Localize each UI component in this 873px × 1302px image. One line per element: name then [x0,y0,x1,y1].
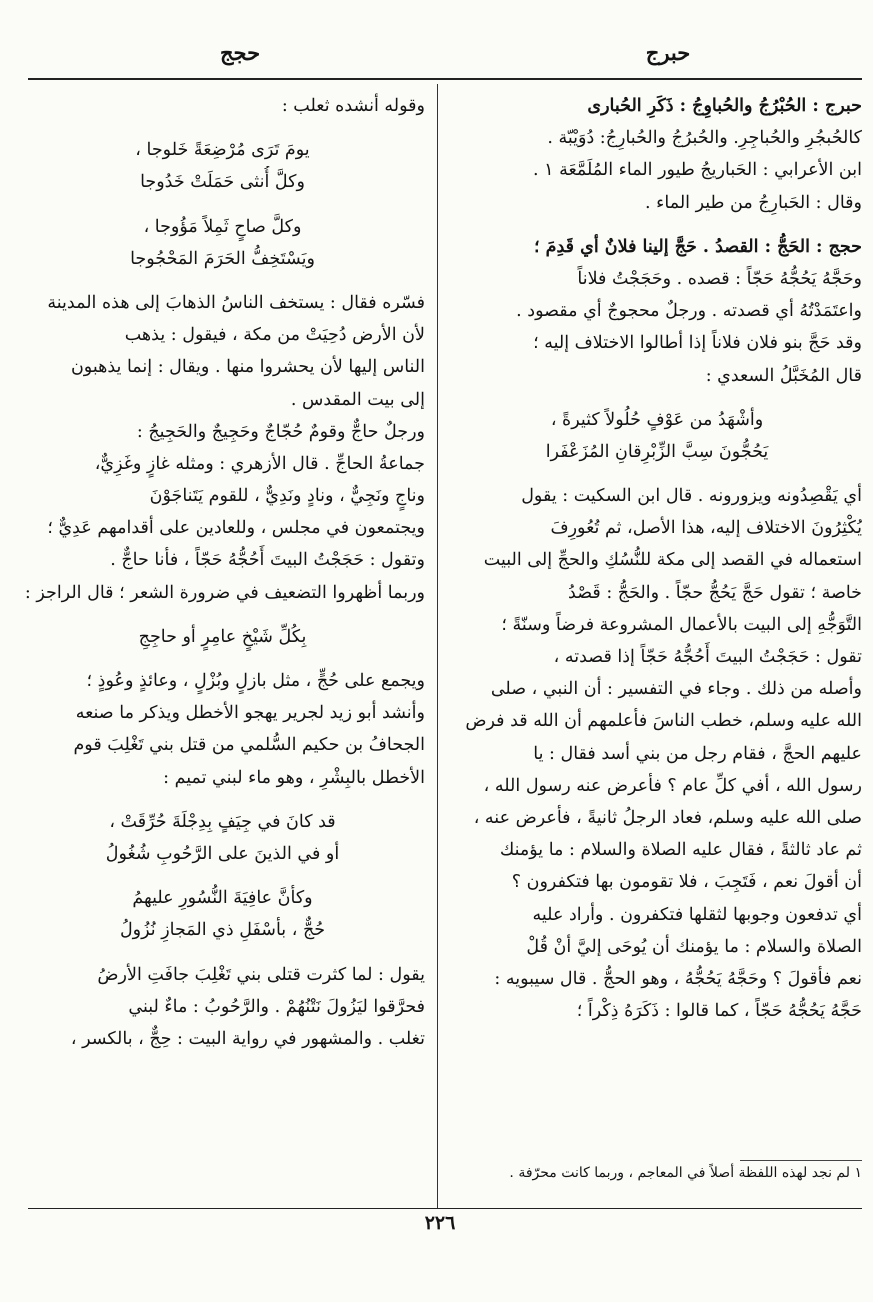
text-line: عليهم الحجَّ ، فقام رجل من بني أسد فقال : يا [533,743,862,764]
paragraph [452,480,862,1027]
paragraph [20,287,425,609]
entry-hjj [452,231,862,392]
text-line: يقول : لما كثرت قتلى بني تَغْلِبَ جافَتِ الأرضُ [97,964,425,985]
footnote: ١ لم نجد لهذه اللفظة أصلاً في المعاجم ، وربما كانت محرّفة . [509,1165,862,1181]
column-divider [437,84,438,1208]
text-line: أي تدفعون وجوبها لثقلها فتكفرون . وأراد عليه [532,904,862,925]
text-line: واعتَمَدْتُهُ أي قصدته . ورجلٌ محجوجٌ أي مقصود . [516,301,862,322]
footer-rule [28,1208,862,1209]
text-line: خاصة ؛ تقول حَجَّ يَحُجُّ حجّاً . والحَجُّ : قَصْدُ [568,582,862,603]
text-line: فحرَّقوا ليَزُولَ نَتْنُهُمْ . والرَّحُوبُ : ماءٌ لبني [128,996,425,1017]
text-line: لأن الأرض دُحِيَتْ من مكة ، فيقول : يذهب [124,325,425,346]
text-line: ويجمع على حُجٍّ ، مثل بازلٍ وبُزْلٍ ، وعائذٍ وعُوذٍ ؛ [86,671,425,691]
text-line: فسّره فقال : يستخف الناسُ الذهابَ إلى هذه المدينة [47,292,425,313]
header-rule [28,78,862,80]
verse-line: يومَ تَرَى مُرْضِعَةً خَلوجا ، [135,140,310,161]
running-head-right: حبرج [645,40,691,65]
verse-block [20,211,425,275]
text-line: أي يَقْصِدُونه ويزورونه . قال ابن السكيت : يقول [521,486,862,507]
text-line: الناس إليها لأن يحشروا منها . ويقال : إنما يذهبون [70,357,425,378]
verse-line: قد كانَ في جِيَفٍ بِدِجْلَةَ حُرِّقَتْ ، [109,811,336,832]
verse-line: وأشْهَدُ من عَوْفٍ حُلُولاً كثيرةً ، [550,409,764,430]
text-line: استعماله في القصد إلى مكة للنُّسُكِ والحجِّ إلى البيت [483,550,862,571]
text-line: جماعةُ الحاجِّ . قال الأزهري : ومثله غازٍ وغَزِيٌّ، [94,453,425,474]
text-line: حجج : الحَجُّ : القصدُ . حَجَّ إلينا فلانٌ أي قَدِمَ ؛ [533,236,862,257]
text-line: الله عليه وسلم، خطب الناسَ فأعلمهم أن الله قد فرض [465,711,862,732]
text-line: الجحافُ بن حكيم السُّلمي من قتل بني تَغْلِبَ قوم [73,735,425,756]
text-line: حَجَّهُ يَحُجُّهُ حَجّاً ، كما قالوا : ذَكَرَهُ ذِكْراً ؛ [576,1001,862,1022]
right-column [452,90,862,1027]
verse-block [20,134,425,198]
text-line: وأصله من ذلك . وجاء في التفسير : أن النبي ، صلى [490,679,862,700]
text-line: وتقول : حَجَجْتُ البيتَ أَحُجُّهُ حَجّاً ، فأنا حاجٌّ . [110,550,425,571]
text-line: قال المُخَبَّلُ السعدي : [705,365,862,386]
entry-hbrj [452,90,862,219]
text-line: نعم فأقولَ ؟ وحَجَّهُ يَحُجُّهُ ، وهو الحجُّ . قال سيبويه : [494,968,862,989]
text-line: التَّوَجُّهِ إلى البيت بالأعمال المشروعة فرضاً وسنّةً ؛ [501,614,862,635]
text-line: وربما أظهروا التضعيف في ضرورة الشعر ؛ قال الراجز : [24,582,425,603]
verse-line: يَحُجُّونَ سِبَّ الزِّبْرِقانِ المُزَعْفَرا [545,441,769,462]
text-line: رسول الله ، أفي كلِّ عام ؟ فأعرض عنه رسول الله ، [483,775,862,796]
verse-block [20,806,425,870]
left-column [20,90,425,1055]
page-number: ٢٢٦ [424,1212,456,1234]
text-line: ورجلٌ حاجٌّ وقومٌ حُجّاجٌ وحَجِيجٌ والحَجِيجُ : [136,421,425,442]
verse-line: حُجٌّ ، بأسْفَلِ ذي المَجازِ نُزُولُ [119,920,326,941]
verse-line: وكلَّ صاحٍ ثَمِلاً مَؤُوجا ، [143,216,302,237]
text-line: إلى بيت المقدس . [290,389,425,410]
text-line: وأنشد أبو زيد لجرير يهجو الأخطل ويذكر ما صنعه [75,703,425,724]
text-line: الأخطل بالبِشْرِ ، وهو ماء لبني تميم : [163,767,425,788]
text-line: وحَجَّهُ يَحُجُّهُ حَجّاً : قصده . وحَجَجْتُ فلاناً [577,268,862,289]
text-line: وناجٍ ونَجِيٌّ ، ونادٍ ونَدِيٌّ ، للقوم يَتَناجَوْنَ [149,486,425,507]
paragraph [20,959,425,1056]
text-line: ابن الأعرابي : الحَباريجُ طيور الماء المُلَمَّعَة ١ . [532,160,862,181]
verse-line: بِكُلِّ شَيْخٍ عامِرٍ أو حاجِجِ [138,626,307,647]
text-line: وقوله أنشده ثعلب : [281,96,425,116]
text-line: ثم عاد ثالثةً ، فقال عليه الصلاة والسلام : ما يؤمنك [499,840,862,861]
text-line: صلى الله عليه وسلم، فعاد الرجلُ ثانيةً ، فأعرض عنه ، [473,807,862,828]
text-line: الصلاة والسلام : ما يؤمنك أن يُوحَى إليَّ أنْ قُلْ [526,936,862,957]
text-line: يُكْثِرُونَ الاختلاف إليه، هذا الأصل، ثم تُعُورِفَ [550,518,862,539]
verse-line: ويَسْتَخِفُّ الحَرَمَ المَحْجُوجا [130,248,315,269]
text-line: تقول : حَجَجْتُ البيتَ أَحُجُّهُ حَجّاً إذا قصدته ، [553,647,862,667]
verse-line: وكلَّ أُنثى حَمَلَتْ خَدُوجا [140,172,305,193]
verse-block [452,404,862,468]
verse-block [20,621,425,653]
text-line: كالحُبجُرِ والحُباجِرِ. والحُبرُجُ والحُبارِجُ: دُوَيْبّة . [547,128,862,149]
text-line: أن أقولَ نعم ، فَتَجِبَ ، فلا تقومون بها فتكفرون ؟ [511,872,862,893]
verse-line: أو في الذينَ على الرَّحُوبِ شُغُولُ [105,843,340,864]
paragraph [20,665,425,794]
text-line: ويجتمعون في مجلس ، وللعادين على أقدامهم عَدِيٌّ ؛ [47,518,425,539]
verse-line: وكأنَّ عافِيَةَ النُّسُورِ عليهمُ [132,888,313,909]
text-line: وقد حَجَّ بنو فلان فلاناً إذا أطالوا الاختلاف إليه ؛ [533,333,862,354]
text-line: وقال : الحَبارِجُ من طير الماء . [645,192,862,213]
running-head-left: حجج [219,40,261,65]
text-line: حبرج : الحُبْرُجُ والحُباوِجُ : ذَكَرِ الحُبارى [587,96,862,116]
verse-block [20,882,425,946]
footnote-rule [740,1160,862,1161]
text-line: تغلب . والمشهور في رواية البيت : حِجٌّ ، بالكسر ، [70,1028,425,1049]
